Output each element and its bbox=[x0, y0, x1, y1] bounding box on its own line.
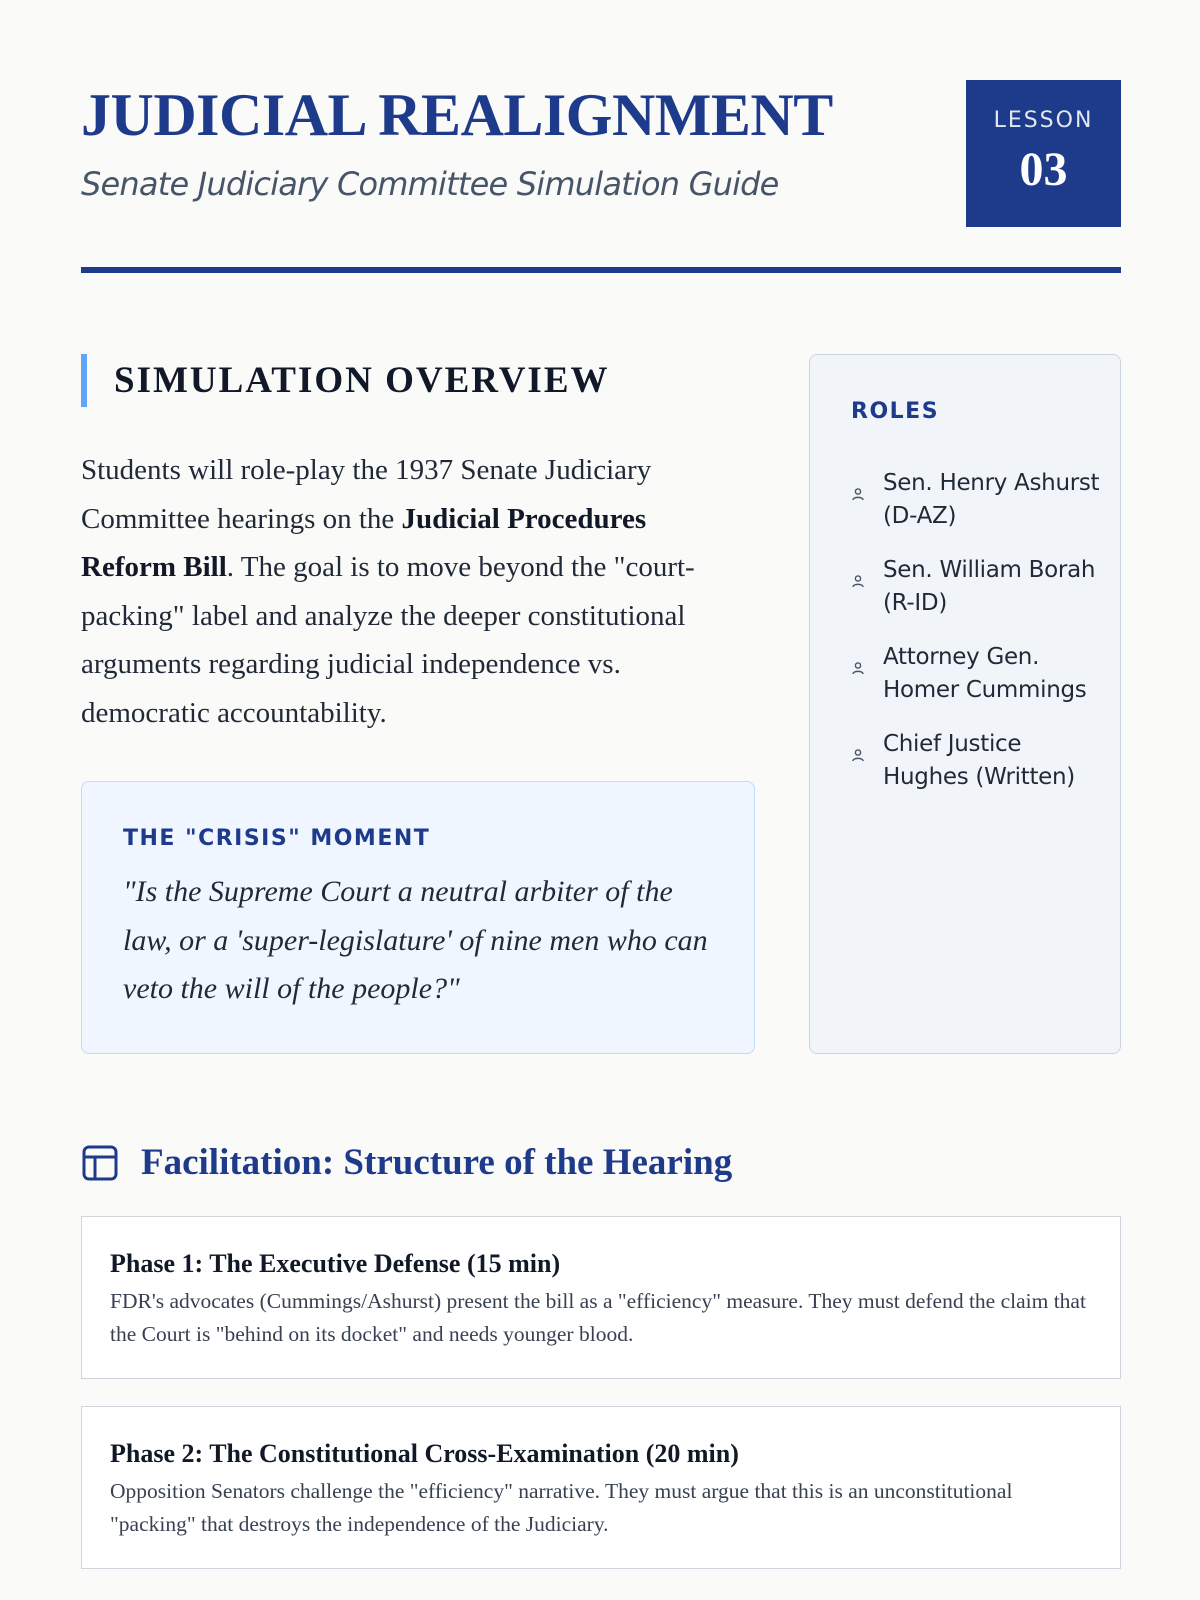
user-icon bbox=[851, 574, 865, 588]
phase-card bbox=[81, 1216, 1121, 1379]
role-name: Sen. William Borah (R-ID) bbox=[883, 557, 1096, 616]
facilitation-heading bbox=[81, 1140, 1121, 1188]
user-icon bbox=[851, 748, 865, 762]
page-subtitle: Senate Judiciary Committee Simulation Guide bbox=[81, 165, 779, 203]
crisis-label: THE "CRISIS" MOMENT bbox=[123, 826, 431, 851]
crisis-quote: "Is the Supreme Court a neutral arbiter of the law, or a 'super-legislature' of nine men who can veto the will of the people?" bbox=[123, 875, 708, 1005]
bill-name: Judicial Procedures Reform Bill bbox=[81, 502, 647, 583]
facilitation-title: Facilitation: Structure of the Hearing bbox=[141, 1142, 733, 1183]
role-name: Sen. Henry Ashurst (D-AZ) bbox=[883, 470, 1100, 529]
lesson-number: 03 bbox=[1019, 143, 1068, 196]
phase-description: Opposition Senators challenge the "efficiency" narrative. They must argue that this is an unconstitutional "packing" that destroys the independence of the Judiciary. bbox=[110, 1479, 1013, 1536]
roles-label: ROLES bbox=[851, 399, 940, 424]
phase-title: Phase 1: The Executive Defense (15 min) bbox=[110, 1249, 561, 1278]
overview-heading-text: SIMULATION OVERVIEW bbox=[114, 360, 610, 401]
lesson-badge bbox=[966, 80, 1121, 227]
lesson-label: LESSON bbox=[993, 108, 1094, 133]
user-icon bbox=[851, 487, 865, 501]
phase-title: Phase 2: The Constitutional Cross-Examination (20 min) bbox=[110, 1439, 739, 1468]
crisis-callout bbox=[81, 781, 755, 1054]
layout-icon bbox=[81, 1144, 119, 1182]
page-header bbox=[81, 80, 1121, 275]
phase-card bbox=[81, 1406, 1121, 1569]
header-divider bbox=[81, 267, 1121, 273]
overview-heading bbox=[81, 354, 610, 407]
page-title: JUDICIAL REALIGNMENT bbox=[81, 82, 833, 148]
overview-paragraph bbox=[81, 446, 731, 737]
role-name: Chief Justice Hughes (Written) bbox=[883, 731, 1075, 790]
overview-text-2: . The goal is to move beyond the "court-packing" label and analyze the deeper constitutional arguments regarding judicial independence vs. democratic accountability. bbox=[81, 551, 695, 729]
user-icon bbox=[851, 661, 865, 675]
role-name: Attorney Gen. Homer Cummings bbox=[883, 644, 1087, 703]
roles-panel bbox=[809, 354, 1121, 1054]
phase-description: FDR's advocates (Cummings/Ashurst) present the bill as a "efficiency" measure. They must defend the claim that the Court is "behind on its docket" and needs younger blood. bbox=[110, 1289, 1086, 1346]
overview-text-1: Students will role-play the 1937 Senate Judiciary Committee hearings on the bbox=[81, 454, 652, 535]
